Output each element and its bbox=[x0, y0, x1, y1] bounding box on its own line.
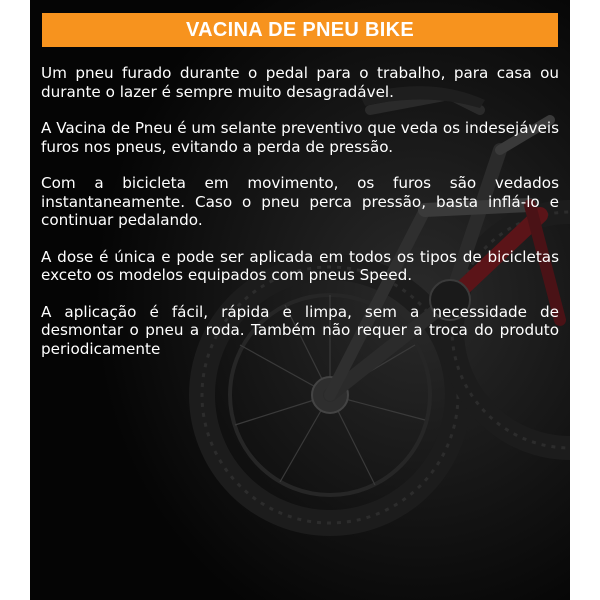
paragraph-dose: A dose é única e pode ser aplicada em todos os tipos de bicicletas exceto os modelos equipados com pneus Speed. bbox=[41, 247, 559, 284]
description-text bbox=[41, 64, 559, 376]
paragraph-flat-tire: Um pneu furado durante o pedal para o trabalho, para casa ou durante o lazer é sempre muito desagradável. bbox=[41, 64, 559, 101]
product-panel bbox=[30, 0, 570, 600]
paragraph-sealing: Com a bicicleta em movimento, os furos são vedados instantaneamente. Caso o pneu perca pressão, basta inflá-lo e continuar pedalando. bbox=[41, 174, 559, 229]
paragraph-sealant: A Vacina de Pneu é um selante preventivo que veda os indesejáveis furos nos pneus, evitando a perda de pressão. bbox=[41, 119, 559, 156]
page-title: VACINA DE PNEU BIKE bbox=[186, 18, 414, 41]
title-banner bbox=[42, 13, 558, 47]
paragraph-application: A aplicação é fácil, rápida e limpa, sem a necessidade de desmontar o pneu a roda. Também não requer a troca do produto periodicamente bbox=[41, 302, 559, 358]
